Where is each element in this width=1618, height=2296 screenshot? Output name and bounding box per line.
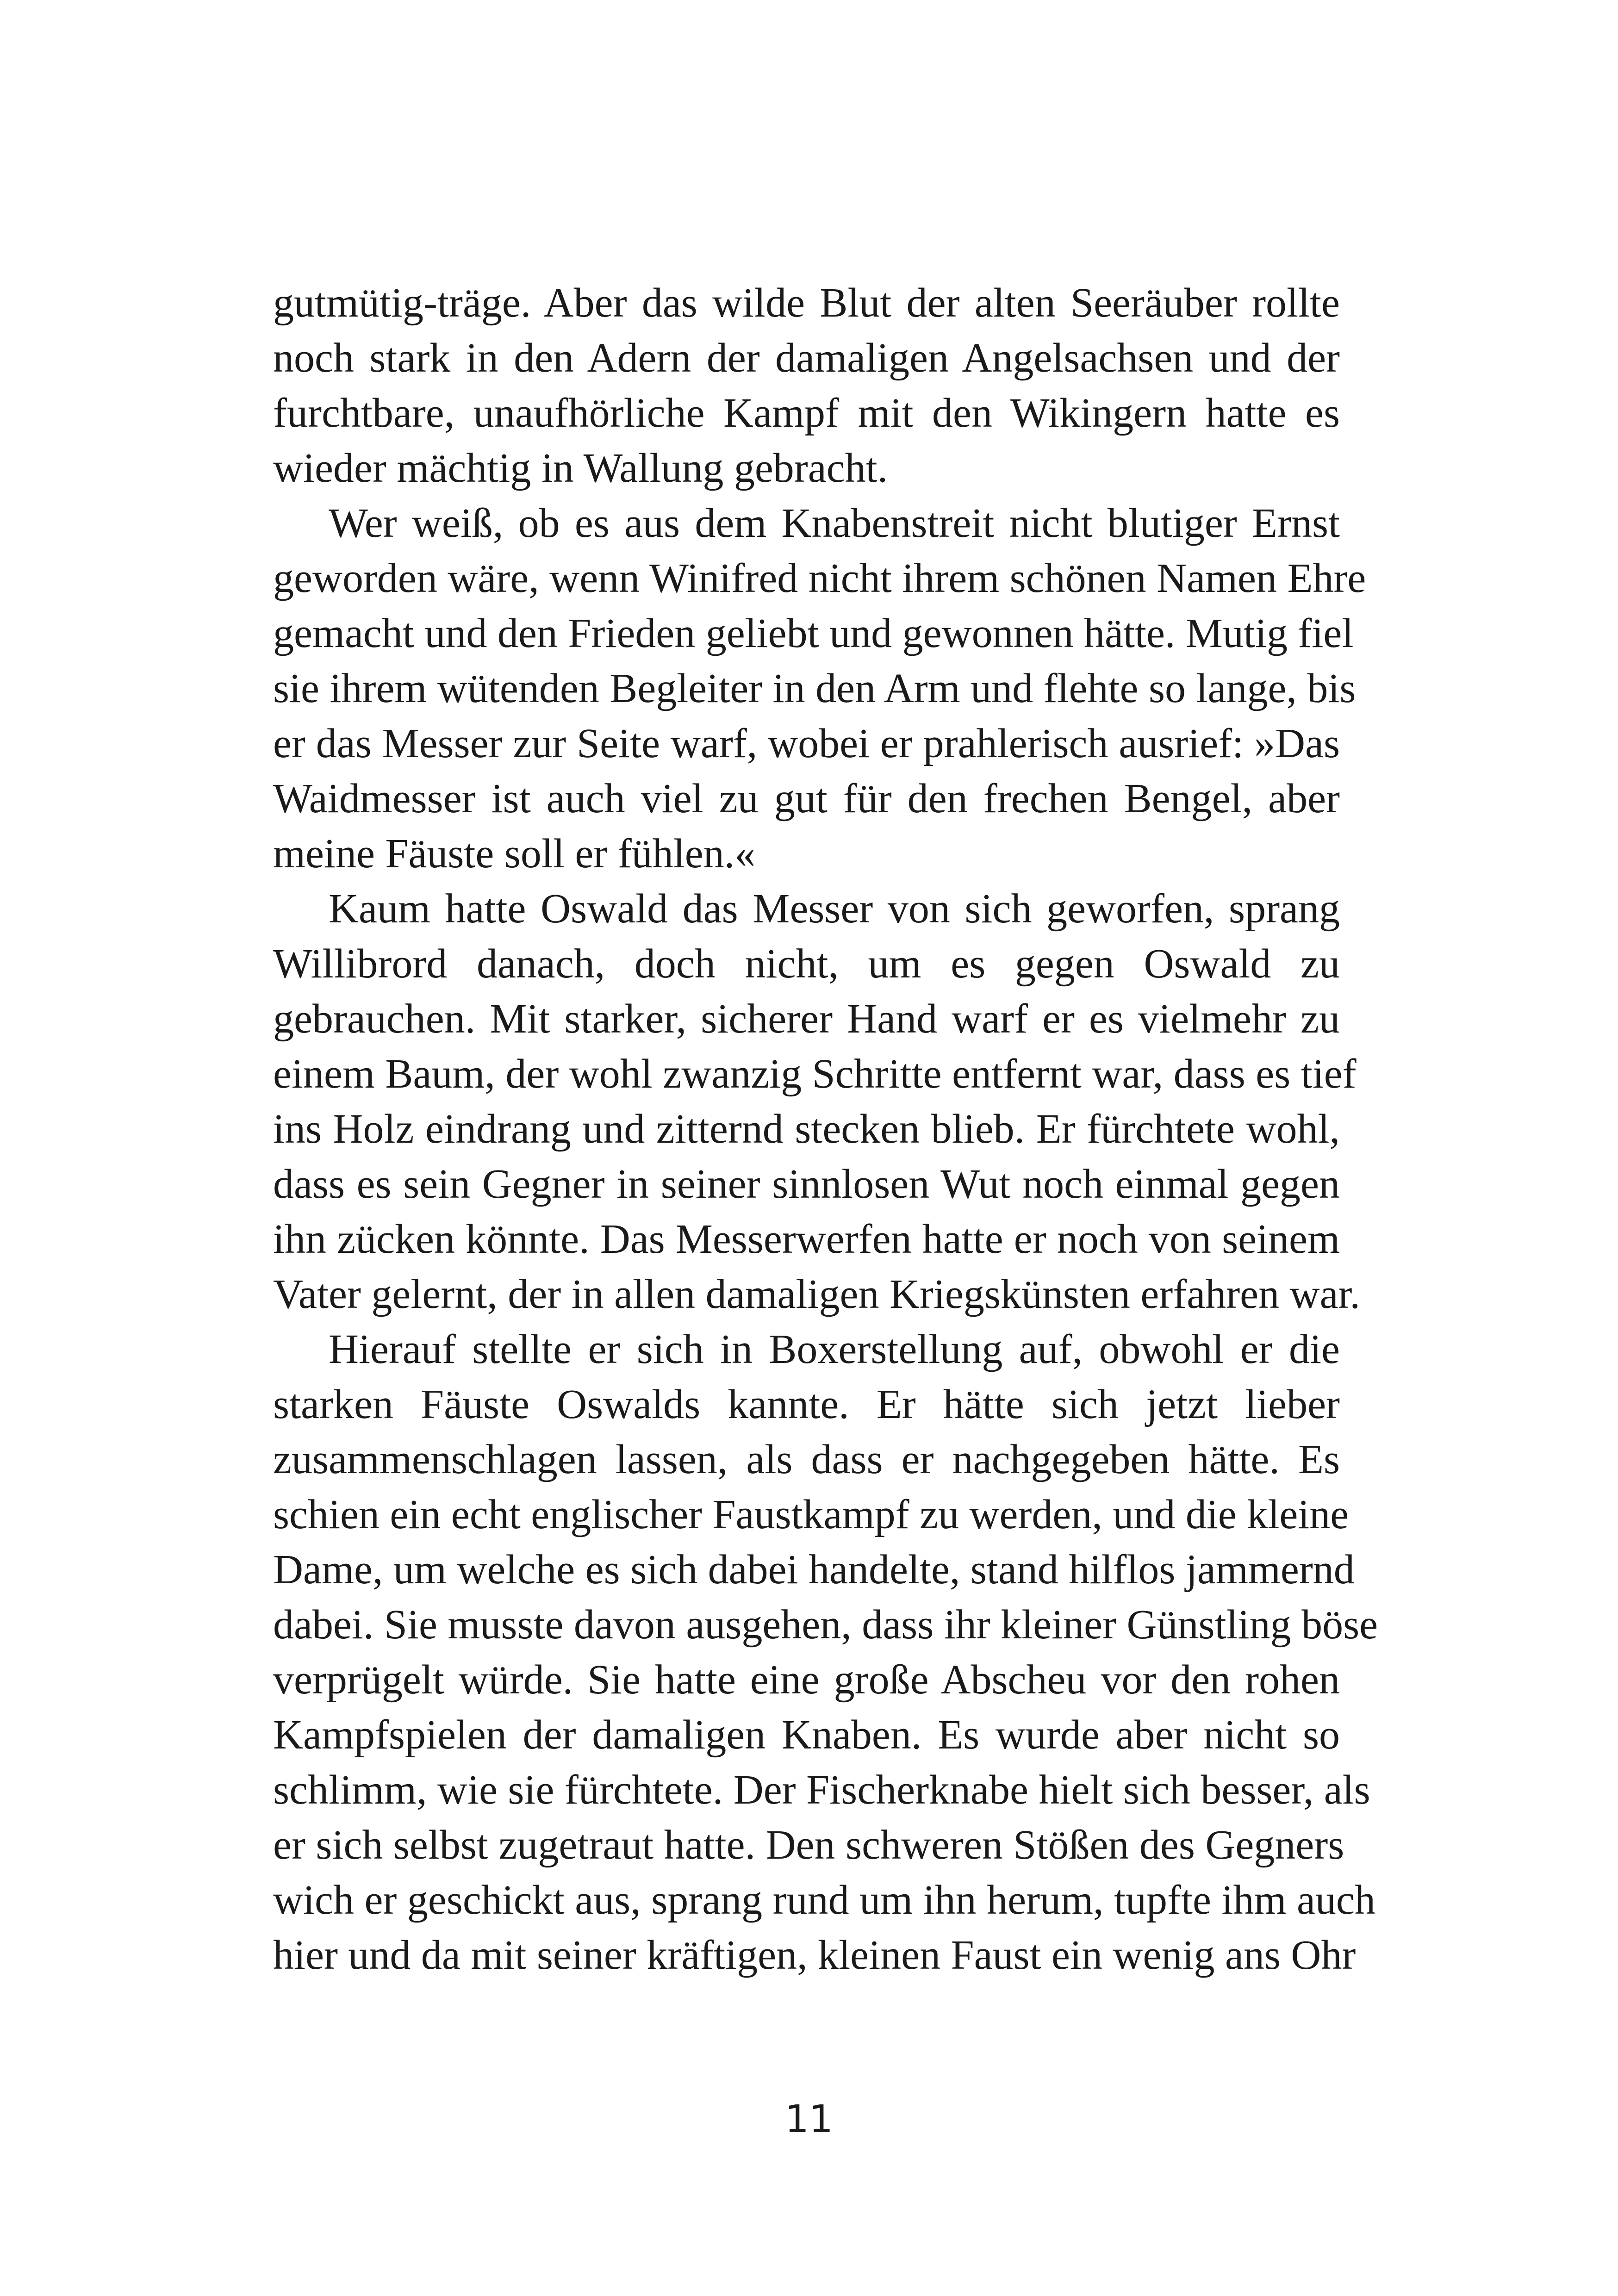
text-line: dabei. Sie musste davon ausgehen, dass ihr kleiner Günstling böse xyxy=(273,1602,1378,1648)
text-line: verprügelt würde. Sie hatte eine große Abscheu vor den rohen xyxy=(273,1657,1340,1703)
text-line: er sich selbst zugetraut hatte. Den schweren Stößen des Gegners xyxy=(273,1822,1344,1868)
text-line: ihn zücken könnte. Das Messerwerfen hatte er noch von seinem xyxy=(273,1216,1340,1262)
text-line: dass es sein Gegner in seiner sinnlosen Wut noch einmal gegen xyxy=(273,1161,1340,1207)
paragraph xyxy=(273,275,1340,496)
text-line: zusammenschlagen lassen, als dass er nachgegeben hätte. Es xyxy=(273,1437,1340,1482)
text-line: starken Fäuste Oswalds kannte. Er hätte sich jetzt lieber xyxy=(273,1381,1340,1427)
text-line: Hierauf stellte er sich in Boxerstellung auf, obwohl er die xyxy=(329,1326,1340,1372)
text-line: wieder mächtig in Wallung gebracht. xyxy=(273,445,888,491)
text-line: er das Messer zur Seite warf, wobei er prahlerisch ausrief: »Das xyxy=(273,721,1340,766)
text-line: schlimm, wie sie fürchtete. Der Fischerknabe hielt sich besser, als xyxy=(273,1767,1370,1813)
text-line: geworden wäre, wenn Winifred nicht ihrem schönen Namen Ehre xyxy=(273,555,1366,601)
text-line: noch stark in den Adern der damaligen Angelsachsen und der xyxy=(273,335,1340,381)
text-line: Wer weiß, ob es aus dem Knabenstreit nicht blutiger Ernst xyxy=(329,500,1340,546)
text-line: sie ihrem wütenden Begleiter in den Arm und flehte so lange, bis xyxy=(273,666,1356,711)
text-line: Vater gelernt, der in allen damaligen Kriegskünsten erfahren war. xyxy=(273,1271,1361,1317)
text-line: Dame, um welche es sich dabei handelte, stand hilflos jammernd xyxy=(273,1547,1355,1593)
text-line: Kampfspielen der damaligen Knaben. Es wurde aber nicht so xyxy=(273,1712,1340,1758)
text-line: furchtbare, unaufhörliche Kampf mit den Wikingern hatte es xyxy=(273,390,1340,436)
text-line: einem Baum, der wohl zwanzig Schritte entfernt war, dass es tief xyxy=(273,1051,1357,1097)
text-line: wich er geschickt aus, sprang rund um ihn herum, tupfte ihm auch xyxy=(273,1877,1375,1923)
text-line: gemacht und den Frieden geliebt und gewonnen hätte. Mutig fiel xyxy=(273,610,1354,656)
paragraph xyxy=(273,881,1361,1322)
paragraph xyxy=(273,496,1366,881)
page-number: 11 xyxy=(784,2097,834,2141)
text-line: Waidmesser ist auch viel zu gut für den frechen Bengel, aber xyxy=(273,776,1340,821)
text-line: schien ein echt englischer Faustkampf zu werden, und die kleine xyxy=(273,1492,1349,1537)
text-line: ins Holz eindrang und zitternd stecken blieb. Er fürchtete wohl, xyxy=(273,1106,1340,1152)
text-line: Kaum hatte Oswald das Messer von sich geworfen, sprang xyxy=(329,886,1340,932)
text-line: meine Fäuste soll er fühlen.« xyxy=(273,831,756,877)
text-line: gebrauchen. Mit starker, sicherer Hand warf er es vielmehr zu xyxy=(273,996,1340,1042)
text-line: Willibrord danach, doch nicht, um es gegen Oswald zu xyxy=(273,941,1340,987)
text-line: gutmütig-träge. Aber das wilde Blut der alten Seeräuber rollte xyxy=(273,280,1340,326)
paragraph xyxy=(273,1322,1378,1983)
body-text xyxy=(273,275,1378,1983)
text-line: hier und da mit seiner kräftigen, kleinen Faust ein wenig ans Ohr xyxy=(273,1932,1356,1978)
